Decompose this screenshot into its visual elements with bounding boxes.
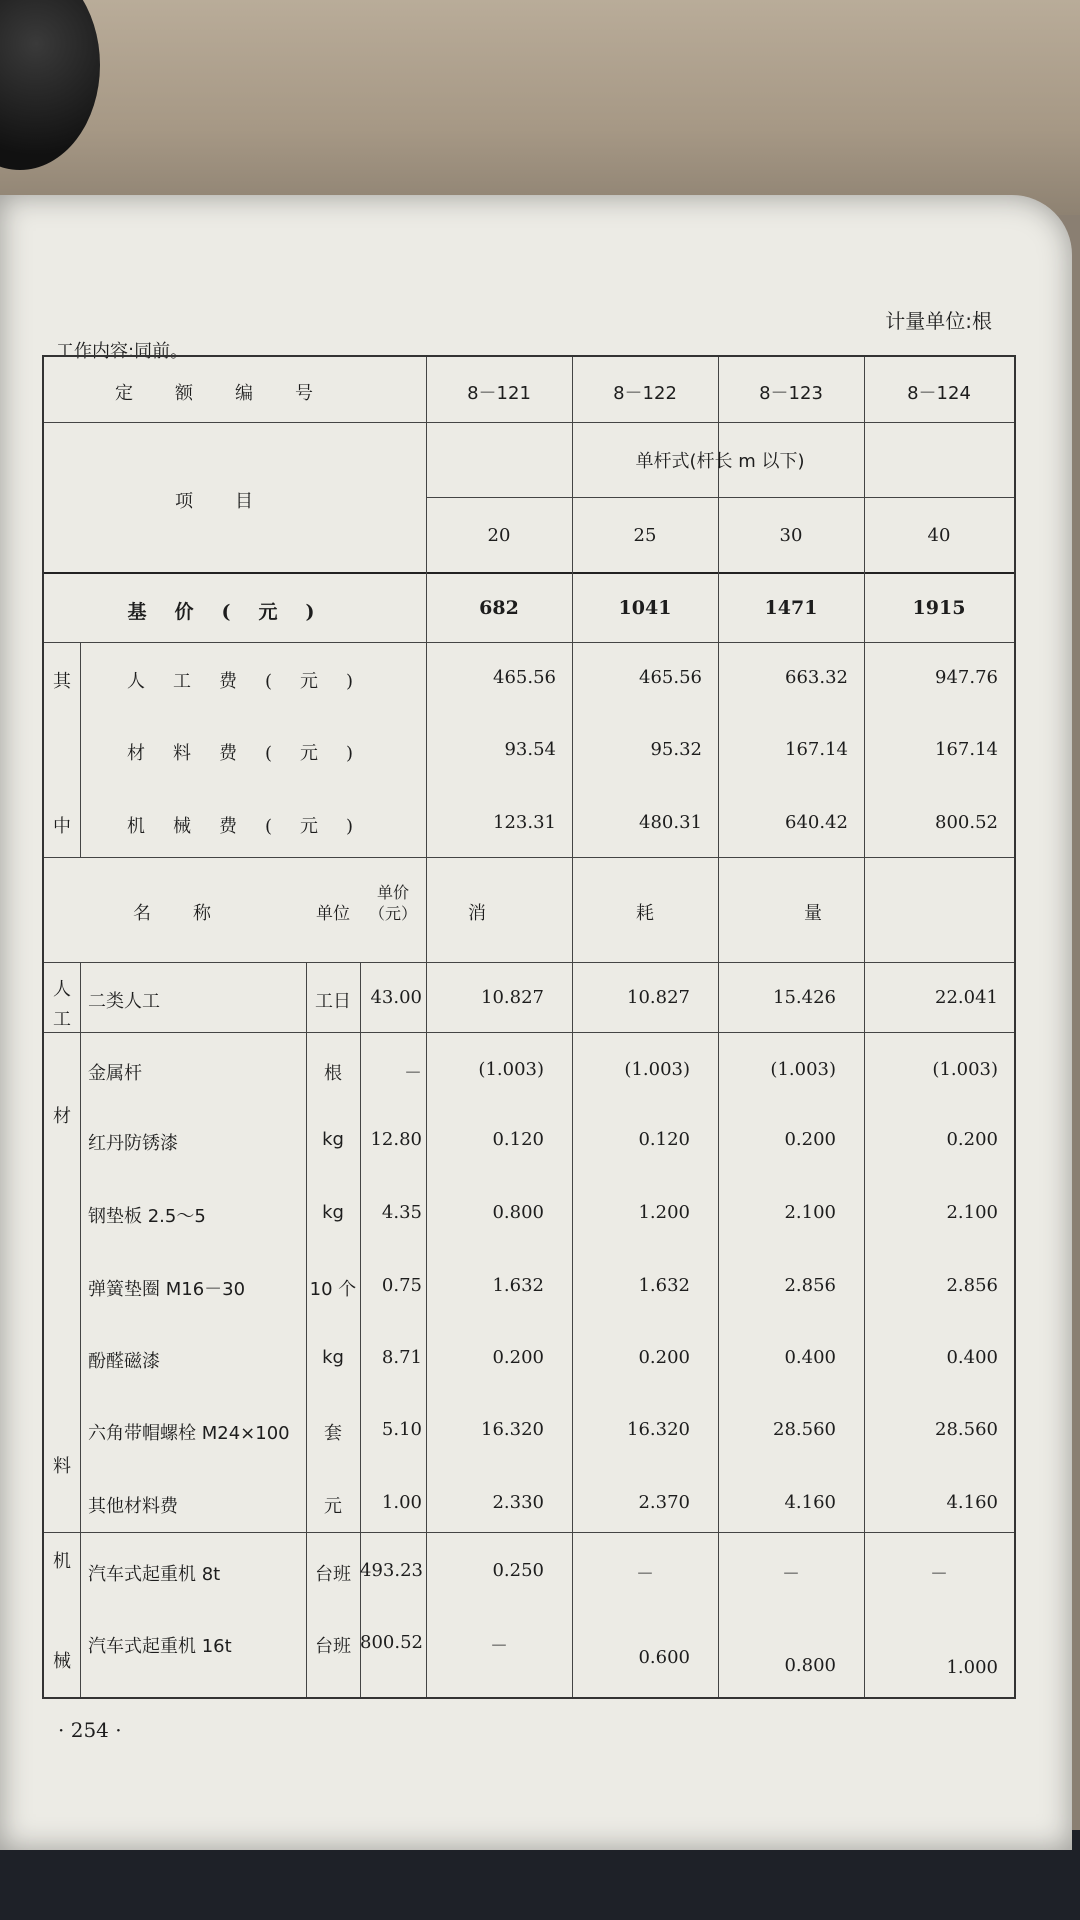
consumption-value: 22.041 bbox=[935, 987, 998, 1008]
cost-value: 167.14 bbox=[935, 739, 998, 760]
rule bbox=[44, 1532, 1014, 1533]
consumption-value: 15.426 bbox=[773, 987, 836, 1008]
consumption-value: 4.160 bbox=[784, 1492, 836, 1513]
consumption-value: 0.250 bbox=[492, 1560, 544, 1581]
unit-label: 计量单位:根 bbox=[885, 309, 992, 333]
resource-unit: kg bbox=[322, 1129, 344, 1150]
consumption-value: (1.003) bbox=[624, 1059, 690, 1080]
cost-value: 663.32 bbox=[785, 667, 848, 688]
item-label: 项目 bbox=[175, 491, 295, 512]
consumption-value: (1.003) bbox=[932, 1059, 998, 1080]
consumption-value: 16.320 bbox=[481, 1419, 544, 1440]
consumption-value: 0.120 bbox=[638, 1129, 690, 1150]
consumption-value: － bbox=[782, 1564, 800, 1585]
cost-label: 材料费(元) bbox=[126, 743, 382, 764]
length-value: 20 bbox=[487, 525, 511, 546]
cost-value: 465.56 bbox=[639, 667, 702, 688]
base-price-value: 1471 bbox=[764, 597, 818, 619]
unit-column-header: 单位 bbox=[316, 904, 350, 924]
consumption-header: 消耗量 bbox=[468, 903, 972, 924]
consumption-value: 28.560 bbox=[935, 1419, 998, 1440]
consumption-value: 1.200 bbox=[638, 1202, 690, 1223]
base-price-value: 1041 bbox=[618, 597, 672, 619]
base-price-value: 1915 bbox=[912, 597, 966, 619]
length-value: 30 bbox=[779, 525, 803, 546]
consumption-value: 10.827 bbox=[481, 987, 544, 1008]
resource-name: 红丹防锈漆 bbox=[88, 1133, 178, 1154]
rule bbox=[44, 642, 1014, 643]
consumption-value: 0.200 bbox=[638, 1347, 690, 1368]
rule bbox=[80, 642, 81, 857]
resource-unit: 台班 bbox=[315, 1564, 351, 1585]
resource-name: 汽车式起重机 8t bbox=[88, 1564, 221, 1585]
consumption-value: － bbox=[490, 1636, 508, 1657]
cost-value: 93.54 bbox=[504, 739, 556, 760]
category-label: 械 bbox=[53, 1651, 71, 1672]
resource-price: － bbox=[404, 1063, 422, 1084]
rule bbox=[44, 572, 1014, 574]
consumption-value: 0.800 bbox=[784, 1655, 836, 1676]
consumption-value: (1.003) bbox=[770, 1059, 836, 1080]
consumption-value: 0.400 bbox=[946, 1347, 998, 1368]
consumption-value: 1.000 bbox=[946, 1657, 998, 1678]
category-label: 材 bbox=[53, 1106, 71, 1127]
consumption-value: 0.600 bbox=[638, 1647, 690, 1668]
consumption-value: 2.100 bbox=[784, 1202, 836, 1223]
consumption-value: 0.400 bbox=[784, 1347, 836, 1368]
resource-unit: 工日 bbox=[315, 991, 351, 1012]
consumption-value: 2.330 bbox=[492, 1492, 544, 1513]
work-content: 工作内容:同前。 bbox=[56, 341, 189, 362]
cost-value: 947.76 bbox=[935, 667, 998, 688]
of-which-label: 其 bbox=[53, 671, 71, 692]
consumption-value: 2.856 bbox=[784, 1275, 836, 1296]
cost-value: 640.42 bbox=[785, 812, 848, 833]
consumption-value: 2.100 bbox=[946, 1202, 998, 1223]
rule bbox=[44, 857, 1014, 858]
resource-unit: kg bbox=[322, 1347, 344, 1368]
cost-label: 机械费(元) bbox=[126, 816, 382, 837]
consumption-value: 1.632 bbox=[638, 1275, 690, 1296]
length-value: 25 bbox=[633, 525, 657, 546]
cost-value: 480.31 bbox=[639, 812, 702, 833]
cost-value: 123.31 bbox=[493, 812, 556, 833]
price-column-header: 单价（元） bbox=[368, 883, 417, 923]
cost-value: 465.56 bbox=[493, 667, 556, 688]
resource-price: 12.80 bbox=[370, 1129, 422, 1150]
resource-price: 0.75 bbox=[381, 1275, 422, 1296]
consumption-value: 1.632 bbox=[492, 1275, 544, 1296]
consumption-value: 4.160 bbox=[946, 1492, 998, 1513]
resource-price: 4.35 bbox=[381, 1202, 422, 1223]
group-header: 单杆式(杆长 m 以下) bbox=[635, 451, 805, 472]
resource-name: 六角带帽螺栓 M24×100 bbox=[88, 1423, 290, 1444]
consumption-value: 2.370 bbox=[638, 1492, 690, 1513]
quota-no: 8－121 bbox=[467, 383, 531, 404]
cost-value: 167.14 bbox=[785, 739, 848, 760]
resource-price: 493.23 bbox=[360, 1560, 423, 1581]
cost-value: 95.32 bbox=[650, 739, 702, 760]
resource-unit: kg bbox=[322, 1202, 344, 1223]
resource-unit: 根 bbox=[324, 1063, 342, 1084]
rule bbox=[44, 422, 1014, 423]
category-label: 料 bbox=[53, 1456, 71, 1477]
cost-label: 人工费(元) bbox=[126, 671, 382, 692]
resource-name: 汽车式起重机 16t bbox=[88, 1636, 232, 1657]
length-value: 40 bbox=[927, 525, 951, 546]
consumption-value: － bbox=[636, 1564, 654, 1585]
consumption-value: 0.200 bbox=[946, 1129, 998, 1150]
rule bbox=[44, 1032, 1014, 1033]
resource-unit: 元 bbox=[324, 1496, 342, 1517]
resource-unit: 套 bbox=[324, 1423, 342, 1444]
consumption-value: 16.320 bbox=[627, 1419, 690, 1440]
quota-no: 8－124 bbox=[907, 383, 971, 404]
resource-name: 二类人工 bbox=[88, 991, 160, 1012]
resource-name: 钢垫板 2.5～5 bbox=[88, 1206, 206, 1227]
quota-no: 8－123 bbox=[759, 383, 823, 404]
category-label: 人 bbox=[53, 979, 71, 1000]
rule bbox=[44, 962, 1014, 963]
resource-unit: 台班 bbox=[315, 1636, 351, 1657]
consumption-value: 0.200 bbox=[784, 1129, 836, 1150]
consumption-value: 0.120 bbox=[492, 1129, 544, 1150]
cost-value: 800.52 bbox=[935, 812, 998, 833]
resource-name: 其他材料费 bbox=[88, 1496, 178, 1517]
resource-name: 弹簧垫圈 M16－30 bbox=[88, 1279, 246, 1300]
resource-name: 金属杆 bbox=[88, 1063, 142, 1084]
category-label: 机 bbox=[53, 1551, 71, 1572]
page-number: · 254 · bbox=[58, 1718, 122, 1742]
consumption-value: － bbox=[930, 1564, 948, 1585]
base-price-label: 基价(元) bbox=[127, 601, 343, 623]
quota-no-label: 定额编号 bbox=[115, 383, 355, 404]
resource-name: 酚醛磁漆 bbox=[88, 1351, 160, 1372]
quota-table bbox=[42, 355, 1016, 1699]
resource-price: 8.71 bbox=[381, 1347, 422, 1368]
consumption-value: 0.800 bbox=[492, 1202, 544, 1223]
category-label: 工 bbox=[53, 1009, 71, 1030]
resource-price: 1.00 bbox=[381, 1492, 422, 1513]
quota-no: 8－122 bbox=[613, 383, 677, 404]
consumption-value: 2.856 bbox=[946, 1275, 998, 1296]
rule bbox=[80, 962, 81, 1697]
of-which-label: 中 bbox=[53, 816, 71, 837]
consumption-value: (1.003) bbox=[478, 1059, 544, 1080]
base-price-value: 682 bbox=[479, 597, 519, 619]
consumption-value: 0.200 bbox=[492, 1347, 544, 1368]
resource-price: 5.10 bbox=[381, 1419, 422, 1440]
resource-price: 43.00 bbox=[370, 987, 422, 1008]
consumption-value: 28.560 bbox=[773, 1419, 836, 1440]
resource-unit: 10 个 bbox=[309, 1279, 357, 1300]
consumption-value: 10.827 bbox=[627, 987, 690, 1008]
name-column-header: 名称 bbox=[133, 903, 253, 924]
rule bbox=[426, 497, 1014, 498]
resource-price: 800.52 bbox=[360, 1632, 423, 1653]
desk-background bbox=[0, 0, 1080, 215]
